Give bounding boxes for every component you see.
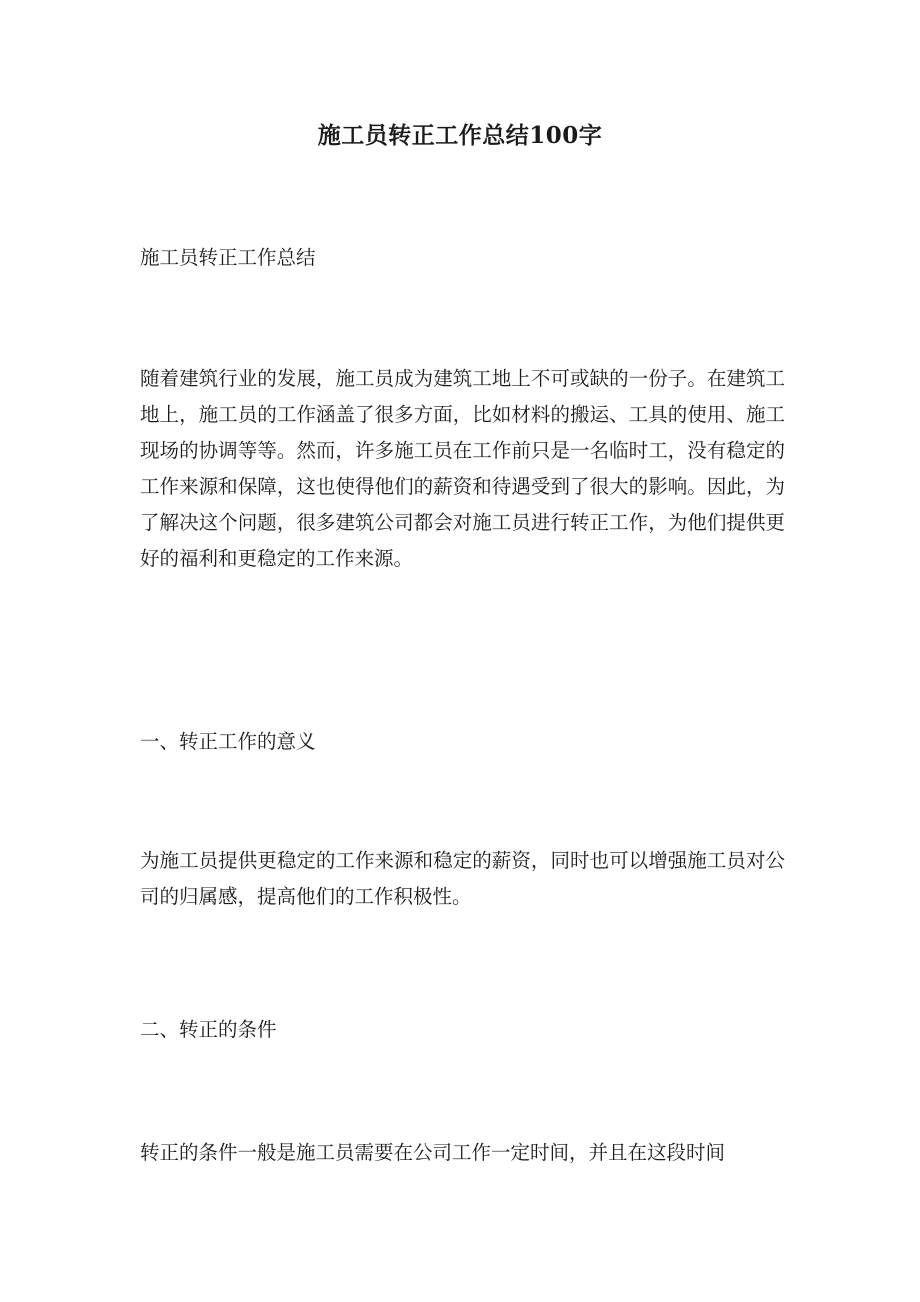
paragraph-intro: 随着建筑行业的发展，施工员成为建筑工地上不可或缺的一份子。在建筑工地上，施工员的工作涵盖了很多方面，比如材料的搬运、工具的使用、施工现场的协调等等。然而，许多施工员在工作前只是一名临时工，没有稳定的工作来源和保障，这也使得他们的薪资和待遇受到了很大的影响。因此，为了解决这个问题，很多建筑公司都会对施工员进行转正工作，为他们提供更好的福利和更稳定的工作来源。 — [140, 367, 785, 570]
paragraph-conditions: 转正的条件一般是施工员需要在公司工作一定时间，并且在这段时间 — [140, 1141, 726, 1164]
watermark: www.zixin.com.cn — [230, 598, 729, 661]
section-heading-conditions: 二、转正的条件 — [140, 1018, 277, 1041]
section-heading-significance: 一、转正工作的意义 — [140, 730, 316, 753]
document-subtitle: 施工员转正工作总结 — [140, 246, 316, 269]
paragraph-significance: 为施工员提供更稳定的工作来源和稳定的薪资，同时也可以增强施工员对公司的归属感，提高他们的工作积极性。 — [140, 849, 785, 908]
document-title: 施工员转正工作总结100字 — [317, 122, 603, 149]
